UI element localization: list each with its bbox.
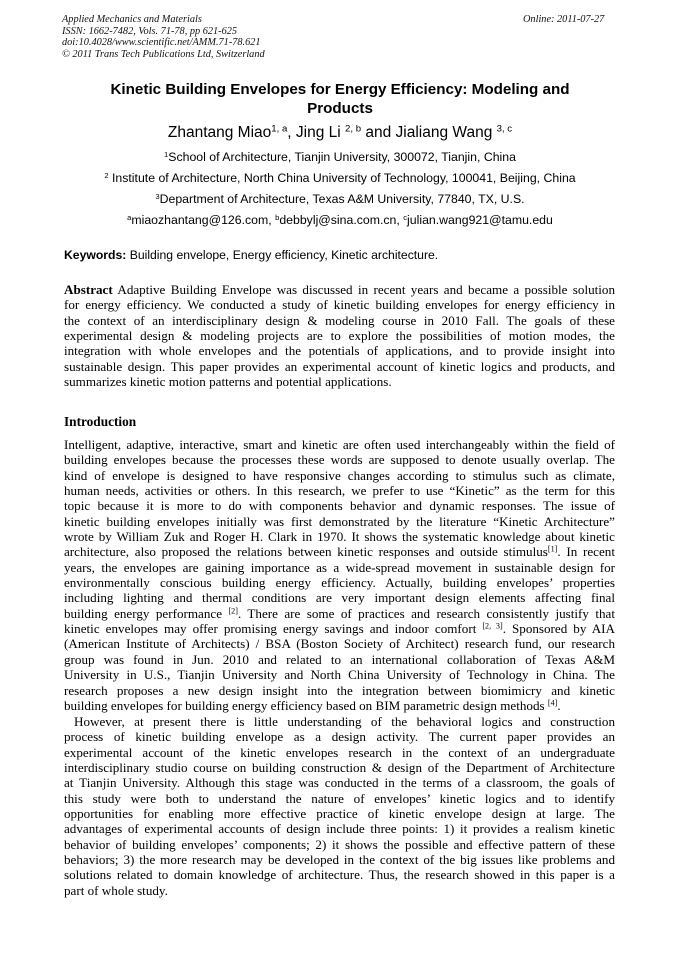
line-text: architecture, also proposed the relations between kinetic responses and outside stimulus xyxy=(64,544,548,560)
paragraph-line: opportunities for enabling more effective practice of kinetic envelope design at large. The xyxy=(64,806,615,822)
line-text: . xyxy=(557,697,561,713)
paragraph-line xyxy=(64,636,615,651)
author-name: Jing Li xyxy=(295,124,346,141)
author-name: Jialiang Wang xyxy=(395,124,497,141)
paragraph-line xyxy=(64,514,615,529)
abstract-line: experimental design & modeling projects are to explore the possibilities of motion modes, the xyxy=(64,328,615,344)
line-text: environmentally conscious building energy efficiency. Actually, building envelopes’ properties xyxy=(64,575,615,591)
online-date: Online: 2011-07-27 xyxy=(523,14,605,25)
affiliation-text: Department of Architecture, Texas A&M University, 77840, TX, U.S. xyxy=(159,192,525,206)
author-name: Zhantang Miao xyxy=(167,124,272,141)
line-text: building energy performance xyxy=(64,605,229,621)
paragraph-line: at Tianjin University. Although this stage was conducted in the terms of a classroom, the goals of xyxy=(64,775,615,791)
paragraph-line xyxy=(64,529,615,544)
paragraph-line: behavior of building envelopes’ components; 2) it shows the possible and effective pattern of these xyxy=(64,836,615,852)
keywords-label: Keywords: xyxy=(64,248,127,262)
line-text: human needs, activities or others. In this research, we prefer to use “Kinetic” as the term for this xyxy=(64,483,615,499)
line-text: including lighting and thermal conditions are very important design elements affecting final xyxy=(64,590,615,606)
line-text: building envelopes because the processes these words are supposed to denote usually overlap. The xyxy=(64,452,615,468)
line-text: University in U.S., Tianjin University and North China University of Technology in China. The xyxy=(64,667,615,683)
title-line-1: Kinetic Building Envelopes for Energy Efficiency: Modeling and xyxy=(110,81,570,98)
citation-reference[interactable]: [4] xyxy=(547,698,558,708)
paragraph-line xyxy=(64,437,615,452)
abstract-label: Abstract xyxy=(64,282,113,297)
section-heading-introduction: Introduction xyxy=(64,414,137,429)
abstract-line: sustainable design. This paper provides an experimental account of kinetic logics and products, and xyxy=(64,358,615,374)
abstract-line: integration with whole envelopes and the potentials of applications, and to provide insight into xyxy=(64,343,615,359)
line-text: (American Institute of Architects) / BSA (Boston Society of Architect) research fund, our research xyxy=(64,636,615,652)
issn-line: ISSN: 1662-7482, Vols. 71-78, pp 621-625 xyxy=(62,25,238,37)
affiliation-text: Institute of Architecture, North China University of Technology, 100041, Beijing, China xyxy=(108,171,576,185)
citation-reference[interactable]: [2] xyxy=(228,606,238,616)
email-mark: c xyxy=(403,212,408,222)
author-separator: , xyxy=(287,124,296,141)
paragraph-line: process of kinetic building envelope as a design activity. The current paper provides an xyxy=(64,729,615,745)
journal-header xyxy=(62,14,265,60)
paragraph-line: solutions related to domain knowledge of architecture. Thus, the research showed in this paper is a xyxy=(64,867,615,883)
introduction-paragraph-1 xyxy=(64,437,615,713)
paragraph-line: this study were both to understand the nature of envelopes’ kinetic logics and to identify xyxy=(64,790,615,806)
affiliation-mark: 2 xyxy=(104,170,109,180)
paragraph-line: advantages of experimental accounts of design include three points: 1) it provides a realism kinetic xyxy=(64,821,615,837)
line-text: years, the envelopes are gaining importance as a wide-spread movement in sustainable design for xyxy=(64,559,615,575)
email-link[interactable]: julian.wang921@tamu.edu xyxy=(407,213,553,227)
paragraph-line xyxy=(64,560,615,575)
line-text: . There are some of practices and research consistently justify that xyxy=(237,605,615,621)
doi-line: doi:10.4028/www.scientific.net/AMM.71-78.621 xyxy=(62,37,261,48)
abstract-line: for energy efficiency. We conducted a study of kinetic building envelopes for energy efficiency in xyxy=(64,297,615,313)
paragraph-line xyxy=(64,590,615,605)
journal-name: Applied Mechanics and Materials xyxy=(62,14,202,25)
affiliation-2 xyxy=(40,171,640,186)
paragraph-line xyxy=(64,452,615,467)
paragraph-line xyxy=(64,621,615,636)
line-text: wrote by William Zuk and Roger H. Clark in 1970. It shows the systematic knowledge about kinetic xyxy=(64,529,615,545)
author-list xyxy=(60,123,620,143)
abstract-text: Adaptive Building Envelope was discussed in recent years and became a possible solution xyxy=(112,282,615,297)
line-text: group was found in Jun. 2010 and related to an international collaboration of Texas A&M xyxy=(64,651,615,667)
line-text: topic because it is more to do with components behavior and dynamic responses. The issue of xyxy=(64,498,615,514)
line-text: kind of envelope is designed to have responsive changes according to stimulus such as climate, xyxy=(64,467,615,483)
paragraph-line xyxy=(64,606,615,621)
paragraph-line xyxy=(64,483,615,498)
affiliation-text: School of Architecture, Tianjin University, 300072, Tianjin, China xyxy=(168,150,516,164)
paragraph-line: interdisciplinary studio course on building construction & design of the Department of Architecture xyxy=(64,760,615,776)
line-text: Intelligent, adaptive, interactive, smart and kinetic are often used interchangeably within the field of xyxy=(64,437,615,452)
citation-reference[interactable]: [1] xyxy=(547,544,558,554)
line-text: . Sponsored by AIA xyxy=(502,621,615,637)
email-mark: a xyxy=(127,212,132,222)
line-text: research proposes a new design insight into the integration between biomimicry and kinetic xyxy=(64,682,615,698)
author-affiliation-mark: 2, b xyxy=(345,123,362,135)
title-line-2: Products xyxy=(307,100,373,117)
abstract-line: the context of an interdisciplinary design & modeling course in 2010 Fall. The goals of these xyxy=(64,312,615,328)
keywords-text: Building envelope, Energy efficiency, Kinetic architecture. xyxy=(126,248,439,262)
abstract-line: summarizes kinetic motion patterns and potential applications. xyxy=(64,374,392,390)
abstract xyxy=(64,282,615,389)
paragraph-line xyxy=(64,498,615,513)
author-separator: and xyxy=(361,124,396,141)
affiliation-mark: 1 xyxy=(164,149,169,159)
email-link[interactable]: miaozhantang@126.com, xyxy=(131,213,276,227)
paragraph-line: experimental account of the kinetic envelopes research in the context of an undergraduate xyxy=(64,744,615,760)
abstract-line xyxy=(64,282,615,297)
paragraph-line: However, at present there is little understanding of the behavioral logics and construction xyxy=(74,714,615,729)
introduction-paragraph-2 xyxy=(64,714,615,898)
paragraph-line xyxy=(64,683,615,698)
affiliation-1 xyxy=(40,150,640,165)
line-text: . In recent xyxy=(557,544,615,560)
paragraph-line: behaviors; 3) the more research may be developed in the context of the big issues like problems and xyxy=(64,852,615,868)
copyright-line: © 2011 Trans Tech Publications Ltd, Switzerland xyxy=(62,48,265,60)
paragraph-line: part of whole study. xyxy=(64,882,168,898)
affiliation-mark: 3 xyxy=(155,191,160,201)
line-text: kinetic building envelopes initially was first demonstrated by the literature “Kinetic Architecture” xyxy=(64,513,615,529)
line-text: building envelopes for building energy efficiency based on BIM parametric design methods xyxy=(64,697,548,713)
author-affiliation-mark: 3, c xyxy=(496,123,513,135)
author-affiliation-mark: 1, a xyxy=(271,123,288,135)
keywords xyxy=(64,248,438,263)
line-text: kinetic envelopes may offer promising energy savings and indoor comfort xyxy=(64,621,483,637)
citation-reference[interactable]: [2, 3] xyxy=(482,621,503,631)
paragraph-line xyxy=(64,698,615,713)
paper-title xyxy=(70,80,610,118)
email-link[interactable]: debbylj@sina.com.cn, xyxy=(279,213,404,227)
paragraph-line xyxy=(64,575,615,590)
affiliation-3 xyxy=(40,192,640,207)
email-mark: b xyxy=(275,212,280,222)
paragraph-line xyxy=(64,652,615,667)
author-emails xyxy=(40,213,640,228)
paragraph-line xyxy=(64,667,615,682)
paragraph-line xyxy=(64,544,615,559)
paragraph-line xyxy=(64,468,615,483)
